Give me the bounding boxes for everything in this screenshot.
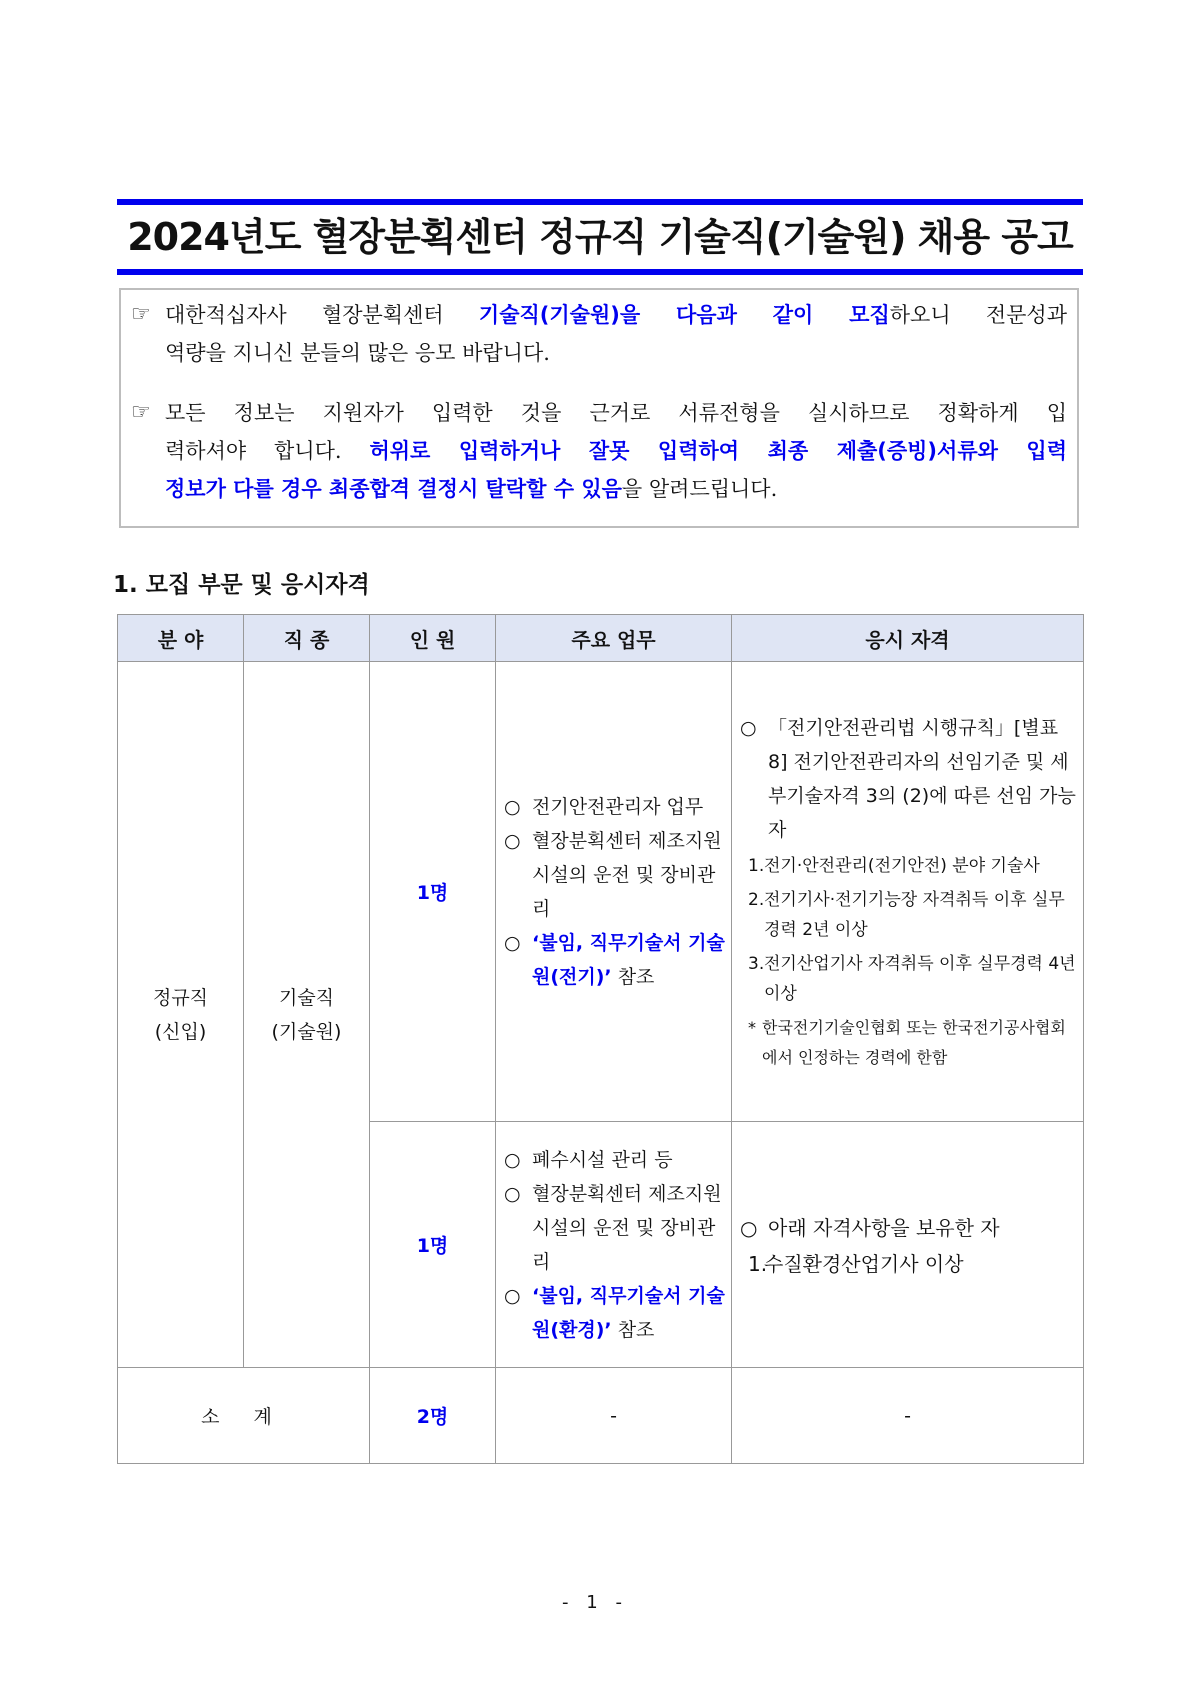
notice-box: [119, 288, 1079, 528]
qualification-sub-text: 전기기사·전기기능장 자격취득 이후 실무경력 2년 이상: [764, 889, 1065, 940]
notice-emphasis: 허위로 입력하거나 잘못 입력하여 최종 제출(증빙)서류와 입력: [369, 439, 1067, 463]
circle-bullet-icon: ○: [504, 1148, 521, 1171]
qualification-note: [740, 1013, 1077, 1073]
qualification-sub: [740, 851, 1077, 881]
notice-item-recruit: [131, 296, 1067, 372]
table-header-row: [118, 615, 1084, 662]
section-title: 1. 모집 부문 및 응시자격: [113, 572, 370, 598]
notice-emphasis: 정보가 다를 경우 최종합격 결정시 탈락할 수 있음: [165, 477, 622, 501]
sub-number: 3.: [748, 953, 765, 974]
qualification-cell: [732, 662, 1084, 1122]
page-title: 2024년도 혈장분획센터 정규직 기술직(기술원) 채용 공고: [127, 215, 1073, 259]
qualification-sub-text: 전기산업기사 자격취득 이후 실무경력 4년 이상: [764, 953, 1076, 1004]
qualification-sub: [740, 1249, 1077, 1279]
asterisk-icon: *: [748, 1017, 756, 1037]
duty-item: [504, 1279, 725, 1347]
duty-text: 폐수시설 관리 등: [532, 1148, 673, 1171]
count-cell: 1명: [370, 662, 496, 1122]
notice-text: 대한적십자사 혈장분획센터: [165, 303, 479, 327]
subtotal-count: 2명: [370, 1368, 496, 1464]
notice-text: 하오니 전문성과: [889, 303, 1067, 327]
qualification-sub: [740, 885, 1077, 945]
job-description-ref: ‘불임, 직무기술서 기술원(환경)’: [532, 1284, 725, 1341]
notice-emphasis: 기술직(기술원)을 다음과 같이 모집: [478, 303, 890, 327]
qualification-item: [740, 711, 1077, 847]
header-count: 인 원: [370, 615, 496, 662]
circle-bullet-icon: ○: [504, 1182, 521, 1205]
qualification-item: [740, 1211, 1077, 1245]
duty-item: [504, 790, 725, 824]
duty-text: 참조: [611, 965, 655, 988]
notice-line: 역량을 지니신 분들의 많은 응모 바랍니다.: [165, 341, 550, 365]
qualification-text: 아래 자격사항을 보유한 자: [768, 1215, 1000, 1240]
header-qualification: 응시 자격: [732, 615, 1084, 662]
header-field: 분 야: [118, 615, 244, 662]
qualification-cell: [732, 1122, 1084, 1368]
pointing-hand-icon: ☞: [131, 302, 151, 327]
notice-line: [165, 470, 1067, 508]
job-description-ref: ‘불임, 직무기술서 기술원(전기)’: [532, 931, 725, 988]
qualification-sub-text: 전기·안전관리(전기안전) 분야 기술사: [764, 855, 1040, 876]
sub-number: 1.: [748, 855, 765, 876]
field-cell: [118, 662, 244, 1368]
duties-cell: [496, 1122, 732, 1368]
notice-item-accuracy: [131, 394, 1067, 508]
title-rule-bottom: [117, 269, 1083, 275]
sub-number: 1.: [748, 1251, 768, 1276]
page-number: - 1 -: [562, 1592, 628, 1613]
duties-cell: [496, 662, 732, 1122]
header-job: 직 종: [244, 615, 370, 662]
qualification-note-text: 한국전기기술인협회 또는 한국전기공사협회에서 인정하는 경력에 한함: [762, 1017, 1066, 1067]
subtotal-qualification: -: [732, 1368, 1084, 1464]
duty-item: [504, 1143, 725, 1177]
subtotal-duties: -: [496, 1368, 732, 1464]
notice-line: [165, 296, 1067, 334]
duty-item: [504, 824, 725, 926]
circle-bullet-icon: ○: [504, 795, 521, 818]
table-row: [118, 1368, 1084, 1464]
circle-bullet-icon: ○: [740, 716, 757, 739]
circle-bullet-icon: ○: [504, 1284, 521, 1307]
circle-bullet-icon: ○: [504, 829, 521, 852]
recruitment-table: [117, 614, 1084, 1464]
qualification-sub: [740, 949, 1077, 1009]
duty-text: 참조: [611, 1318, 655, 1341]
header-duties: 주요 업무: [496, 615, 732, 662]
duty-text: 혈장분획센터 제조지원시설의 운전 및 장비관리: [532, 829, 722, 920]
duty-item: [504, 1177, 725, 1279]
job-line: (기술원): [271, 1020, 342, 1043]
field-line: 정규직: [152, 986, 209, 1009]
field-line: (신입): [154, 1020, 207, 1043]
notice-text: 을 알려드립니다.: [621, 477, 778, 501]
duty-item: [504, 926, 725, 994]
subtotal-label: 소 계: [118, 1368, 370, 1464]
qualification-sub-text: 수질환경산업기사 이상: [764, 1251, 964, 1276]
pointing-hand-icon: ☞: [131, 400, 151, 425]
circle-bullet-icon: ○: [504, 931, 521, 954]
job-line: 기술직: [278, 986, 335, 1009]
notice-line: 모든 정보는 지원자가 입력한 것을 근거로 서류전형을 실시하므로 정확하게 입: [165, 401, 1067, 425]
duty-text: 혈장분획센터 제조지원시설의 운전 및 장비관리: [532, 1182, 722, 1273]
qualification-text: 「전기안전관리법 시행규칙」[별표 8] 전기안전관리자의 선임기준 및 세부기술자격 3의 (2)에 따른 선임 가능자: [768, 716, 1076, 841]
sub-number: 2.: [748, 889, 765, 910]
duty-text: 전기안전관리자 업무: [532, 795, 704, 818]
job-cell: [244, 662, 370, 1368]
notice-line: [165, 432, 1067, 470]
circle-bullet-icon: ○: [740, 1215, 758, 1240]
table-row: [118, 662, 1084, 1122]
notice-text: 력하셔야 합니다.: [165, 439, 370, 463]
title-block: [117, 199, 1083, 275]
count-cell: 1명: [370, 1122, 496, 1368]
